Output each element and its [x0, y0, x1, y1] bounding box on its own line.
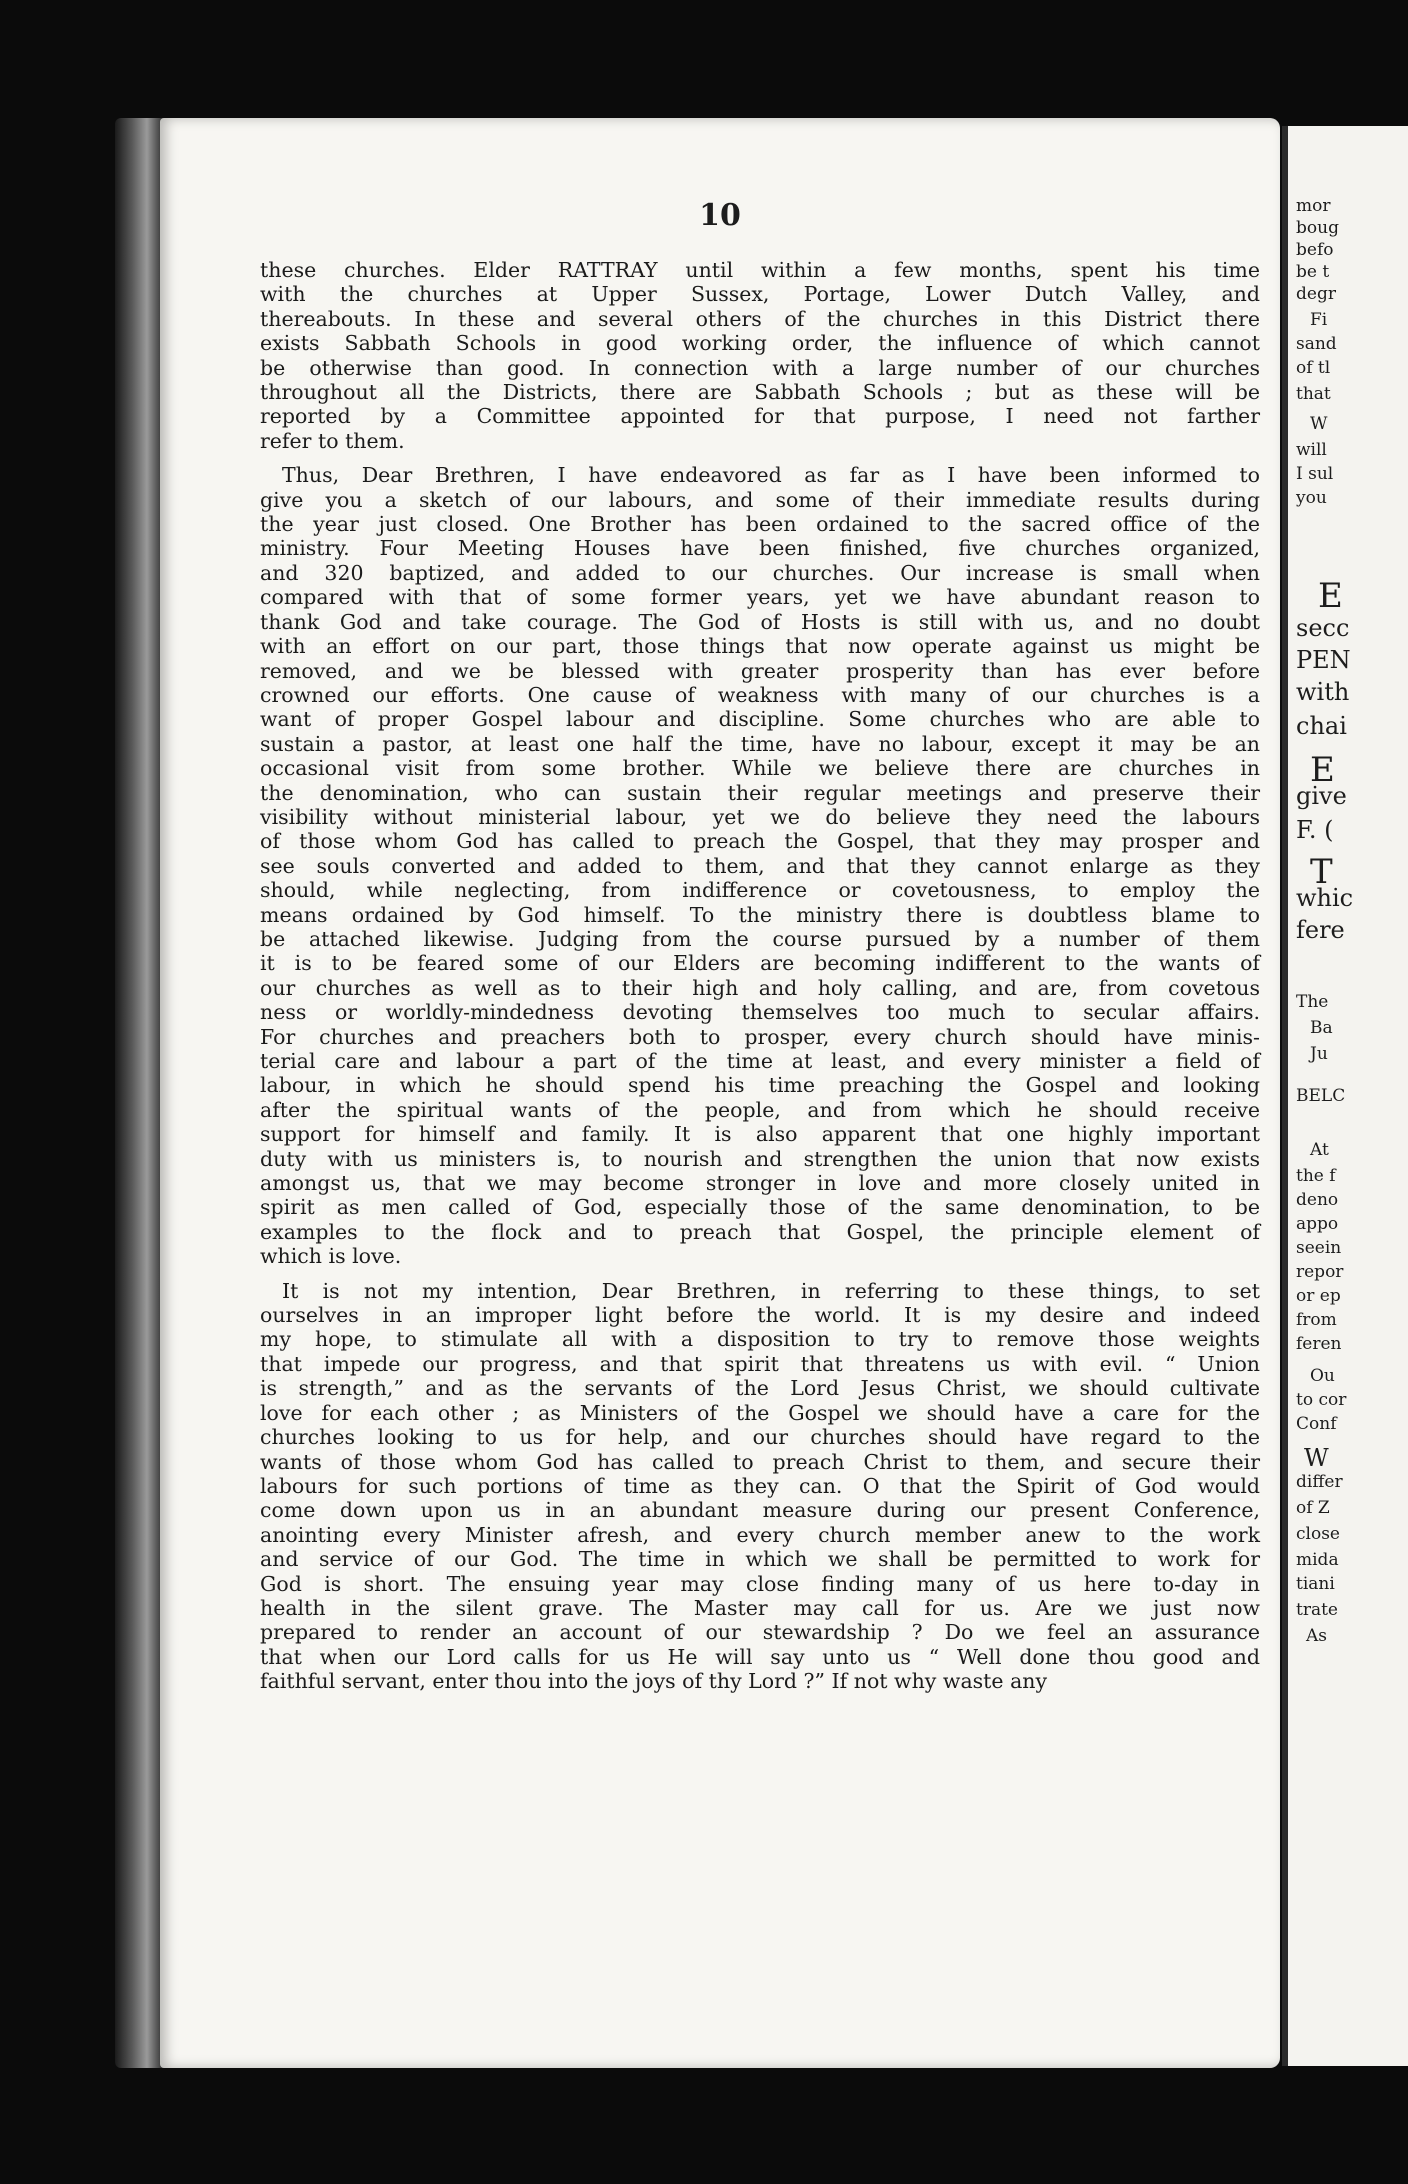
facing-page-fragment: degr — [1296, 284, 1336, 304]
facing-page-fragment: I sul — [1296, 464, 1334, 484]
facing-page-fragment: repor — [1296, 1262, 1344, 1282]
facing-page-fragment: mor — [1296, 196, 1331, 216]
facing-page-fragment: Ba — [1310, 1018, 1333, 1038]
text-line: want of proper Gospel labour and discipline. Some churches who are able to — [260, 707, 1260, 732]
text-line: health in the silent grave. The Master may call for us. Are we just now — [260, 1595, 1260, 1620]
facing-page-fragment: of tl — [1296, 358, 1331, 378]
text-line: God is short. The ensuing year may close finding many of us here to-day in — [260, 1571, 1260, 1596]
text-line: with the churches at Upper Sussex, Portage, Lower Dutch Valley, and — [260, 282, 1260, 307]
facing-page-fragment: trate — [1296, 1600, 1338, 1620]
text-line: means ordained by God himself. To the ministry there is doubtless blame to — [260, 902, 1260, 927]
text-line: the year just closed. One Brother has been ordained to the sacred office of the — [260, 512, 1260, 537]
text-line: these churches. Elder RATTRAY until within a few months, spent his time — [260, 258, 1260, 282]
facing-page-fragment: give — [1296, 782, 1347, 810]
text-line: removed, and we be blessed with greater prosperity than has ever before — [260, 658, 1260, 683]
text-line: is strength,” and as the servants of the Lord Jesus Christ, we should cultivate — [260, 1376, 1260, 1401]
text-line: with an effort on our part, those things that now operate against us might be — [260, 634, 1260, 659]
facing-page-fragment: Fi — [1310, 310, 1328, 330]
text-line: ourselves in an improper light before the world. It is my desire and indeed — [260, 1303, 1260, 1328]
book-page — [160, 118, 1280, 2068]
facing-page-edge — [1282, 126, 1408, 2066]
facing-page-fragment: As — [1306, 1626, 1328, 1646]
text-line: ness or worldly-mindedness devoting themselves too much to secular affairs. — [260, 1000, 1260, 1025]
text-line: visibility without ministerial labour, yet we do believe they need the labours — [260, 804, 1260, 829]
text-line: Thus, Dear Brethren, I have endeavored as far as I have been informed to — [282, 463, 1260, 488]
text-line: love for each other ; as Ministers of the Gospel we should have a care for the — [260, 1400, 1260, 1425]
facing-page-fragment: seein — [1296, 1238, 1342, 1258]
text-line: come down upon us in an abundant measure during our present Conference, — [260, 1498, 1260, 1523]
facing-page-fragment: will — [1296, 440, 1327, 460]
facing-page-fragment: be t — [1296, 262, 1330, 282]
facing-page-fragment: of Z — [1296, 1498, 1330, 1518]
text-line: It is not my intention, Dear Brethren, in referring to these things, to set — [282, 1278, 1260, 1303]
text-line: be attached likewise. Judging from the course pursued by a number of them — [260, 926, 1260, 951]
facing-page-fragment: sand — [1296, 334, 1337, 354]
facing-page-fragment: close — [1296, 1524, 1340, 1544]
text-line: throughout all the Districts, there are Sabbath Schools ; but as these will be — [260, 380, 1260, 405]
facing-page-fragment: F. ( — [1296, 816, 1334, 844]
text-line: and service of our God. The time in which we shall be permitted to work for — [260, 1547, 1260, 1572]
text-line: labour, in which he should spend his time preaching the Gospel and looking — [260, 1073, 1260, 1098]
facing-page-fragment: that — [1296, 384, 1331, 404]
paragraph — [260, 1279, 1260, 1694]
page-number: 10 — [699, 198, 741, 233]
facing-page-fragment: Ju — [1310, 1044, 1328, 1064]
text-line: it is to be feared some of our Elders are becoming indifferent to the wants of — [260, 951, 1260, 976]
facing-page-fragment: boug — [1296, 218, 1339, 238]
facing-page-fragment: Ou — [1310, 1366, 1335, 1386]
text-line: reported by a Committee appointed for that purpose, I need not farther — [260, 404, 1260, 429]
facing-page-fragment: chai — [1296, 712, 1347, 740]
text-line: churches looking to us for help, and our churches should have regard to the — [260, 1425, 1260, 1450]
text-line: exists Sabbath Schools in good working order, the influence of which cannot — [260, 331, 1260, 356]
paragraph — [260, 463, 1260, 1268]
text-line: For churches and preachers both to prosper, every church should have minis- — [260, 1024, 1260, 1049]
text-line: our churches as well as to their high and holy calling, and are, from covetous — [260, 975, 1260, 1000]
facing-page-fragment: or ep — [1296, 1286, 1341, 1306]
text-line: be otherwise than good. In connection with a large number of our churches — [260, 355, 1260, 380]
facing-page-fragment: The — [1296, 992, 1329, 1012]
facing-page-fragment: deno — [1296, 1190, 1339, 1210]
facing-page-fragment: E — [1310, 750, 1335, 790]
facing-page-fragment: feren — [1296, 1334, 1342, 1354]
text-line: my hope, to stimulate all with a disposition to try to remove those weights — [260, 1327, 1260, 1352]
text-line: occasional visit from some brother. While we believe there are churches in — [260, 756, 1260, 781]
facing-page-fragment: At — [1310, 1140, 1329, 1160]
facing-page-fragment: from — [1296, 1310, 1337, 1330]
facing-page-fragment: PEN — [1296, 646, 1351, 674]
text-line: ministry. Four Meeting Houses have been finished, five churches organized, — [260, 536, 1260, 561]
body-text — [260, 258, 1260, 1704]
text-line: which is love. — [260, 1244, 402, 1269]
facing-page-fragment: mida — [1296, 1550, 1339, 1570]
facing-page-fragment: BELC — [1296, 1086, 1346, 1106]
text-line: the denomination, who can sustain their regular meetings and preserve their — [260, 780, 1260, 805]
text-line: should, while neglecting, from indifference or covetousness, to employ the — [260, 878, 1260, 903]
text-line: refer to them. — [260, 428, 405, 453]
text-line: of those whom God has called to preach the Gospel, that they may prosper and — [260, 829, 1260, 854]
facing-page-fragment: E — [1318, 576, 1343, 616]
facing-page-fragment: fere — [1296, 916, 1345, 944]
text-line: anointing every Minister afresh, and every church member anew to the work — [260, 1522, 1260, 1547]
text-line: after the spiritual wants of the people, and from which he should receive — [260, 1097, 1260, 1122]
text-line: that impede our progress, and that spirit that threatens us with evil. “ Union — [260, 1351, 1260, 1376]
facing-page-fragment: to cor — [1296, 1390, 1347, 1410]
facing-page-fragment: befo — [1296, 240, 1334, 260]
facing-page-fragment: the f — [1296, 1166, 1336, 1186]
text-line: thereabouts. In these and several others of the churches in this District there — [260, 306, 1260, 331]
facing-page-fragment: with — [1296, 678, 1350, 706]
text-line: prepared to render an account of our stewardship ? Do we feel an assurance — [260, 1620, 1260, 1645]
text-line: duty with us ministers is, to nourish and strengthen the union that now exists — [260, 1146, 1260, 1171]
facing-page-fragment: appo — [1296, 1214, 1339, 1234]
facing-page-fragment: W — [1304, 1444, 1329, 1472]
text-line: crowned our efforts. One cause of weakness with many of our churches is a — [260, 682, 1260, 707]
text-line: sustain a pastor, at least one half the time, have no labour, except it may be an — [260, 731, 1260, 756]
text-line: amongst us, that we may become stronger in love and more closely united in — [260, 1171, 1260, 1196]
facing-page-fragment: Conf — [1296, 1414, 1337, 1434]
text-line: faithful servant, enter thou into the joys of thy Lord ?” If not why waste any — [260, 1669, 1048, 1694]
facing-page-fragment: tiani — [1296, 1574, 1335, 1594]
text-line: give you a sketch of our labours, and some of their immediate results during — [260, 487, 1260, 512]
text-line: terial care and labour a part of the time at least, and every minister a field of — [260, 1049, 1260, 1073]
text-line: that when our Lord calls for us He will say unto us “ Well done thou good and — [260, 1644, 1260, 1669]
text-line: spirit as men called of God, especially those of the same denomination, to be — [260, 1195, 1260, 1220]
facing-page-fragment: W — [1310, 414, 1328, 434]
text-line: labours for such portions of time as they can. O that the Spirit of God would — [260, 1473, 1260, 1498]
text-line: support for himself and family. It is also apparent that one highly important — [260, 1122, 1260, 1147]
text-line: and 320 baptized, and added to our churches. Our increase is small when — [260, 560, 1260, 585]
facing-page-fragment: secc — [1296, 614, 1350, 642]
text-line: thank God and take courage. The God of Hosts is still with us, and no doubt — [260, 609, 1260, 634]
paragraph — [260, 258, 1260, 453]
facing-page-fragment: whic — [1296, 884, 1354, 912]
facing-page-fragment: you — [1296, 488, 1327, 508]
text-line: examples to the flock and to preach that Gospel, the principle element of — [260, 1219, 1260, 1244]
text-line: see souls converted and added to them, and that they cannot enlarge as they — [260, 853, 1260, 878]
text-line: compared with that of some former years, yet we have abundant reason to — [260, 585, 1260, 610]
facing-page-fragment: differ — [1296, 1472, 1343, 1492]
facing-page-fragment: T — [1310, 852, 1333, 892]
text-line: wants of those whom God has called to preach Christ to them, and secure their — [260, 1449, 1260, 1474]
